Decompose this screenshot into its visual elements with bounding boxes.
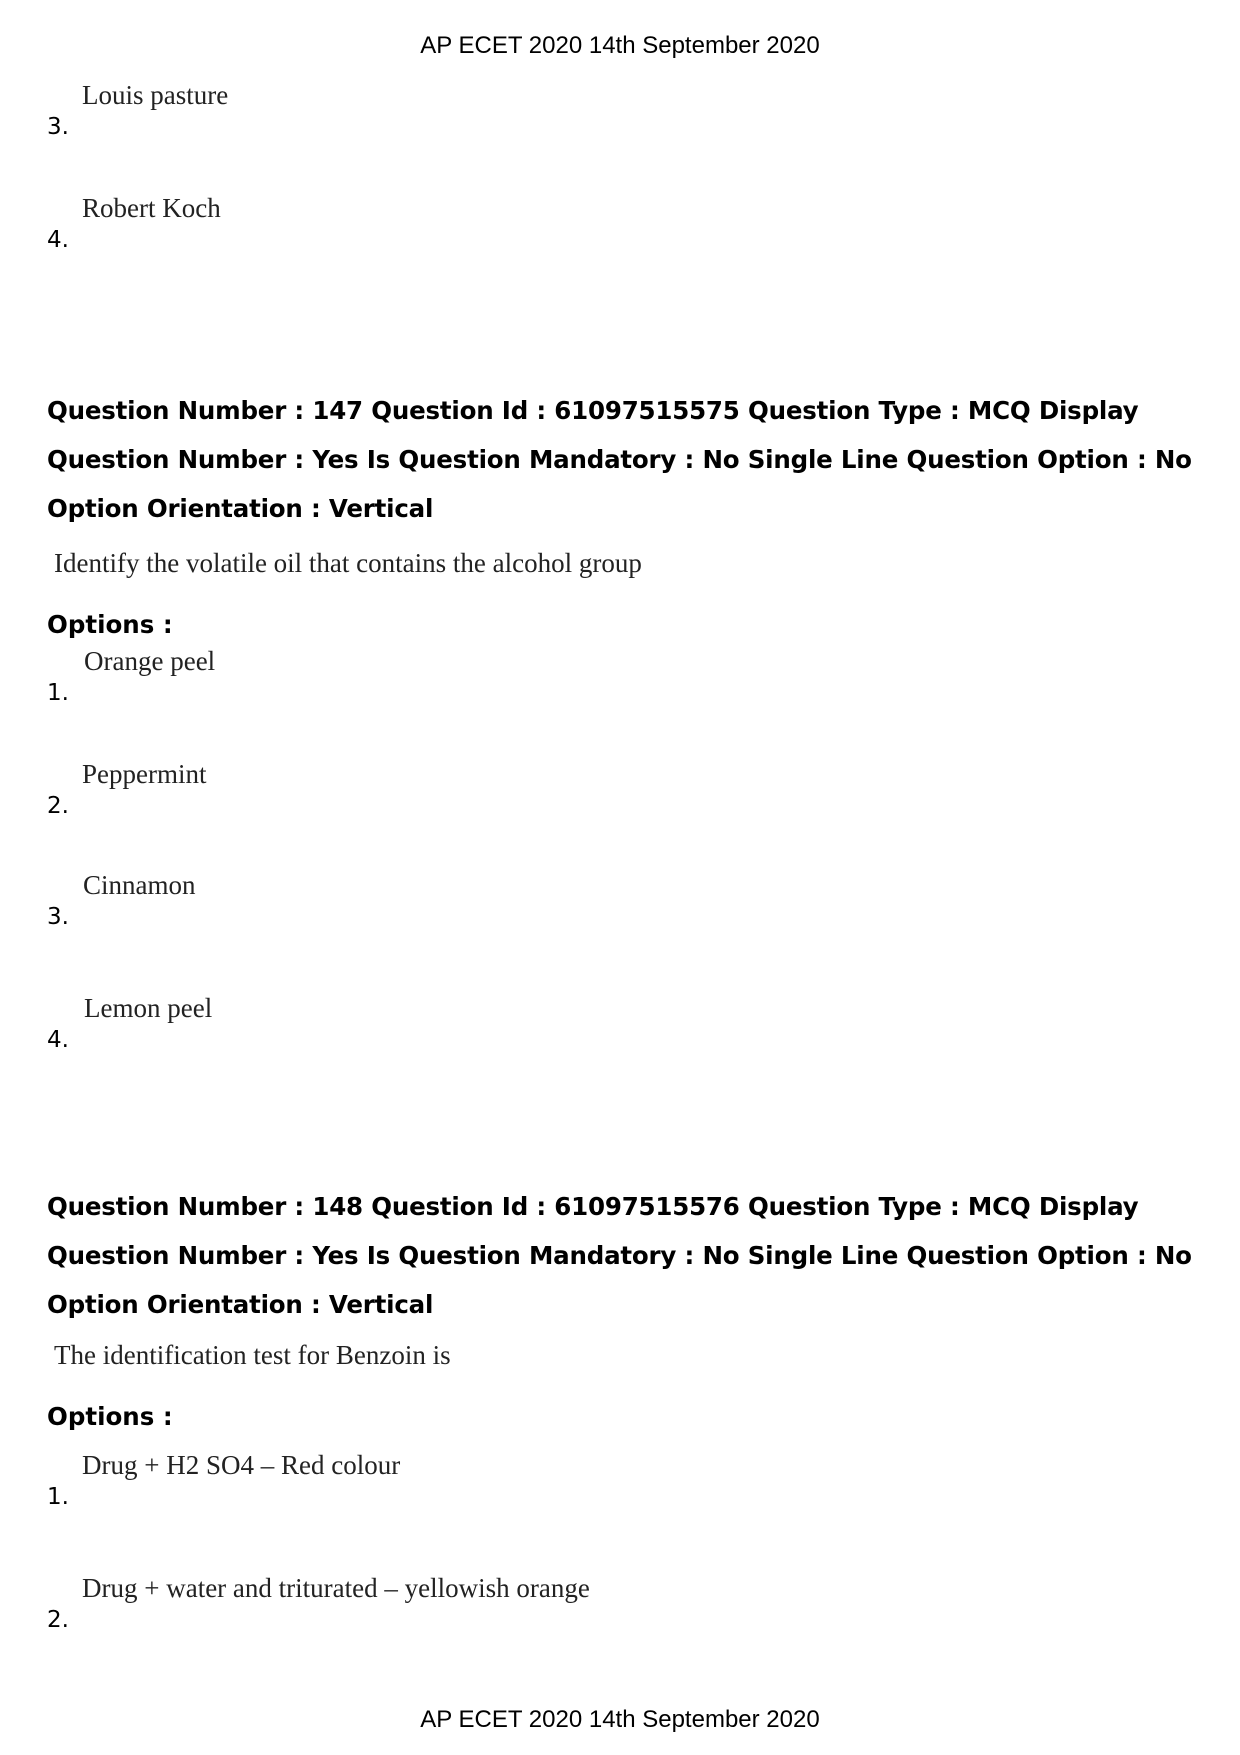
options-label: Options : (47, 1402, 173, 1431)
option-text: Orange peel (84, 646, 216, 676)
question-text: Identify the volatile oil that contains the alcohol group (54, 548, 642, 578)
option-number: 1. (47, 1484, 69, 1510)
option-number: 3. (47, 114, 69, 140)
option-number: 4. (47, 1027, 69, 1053)
option-item (47, 1573, 947, 1633)
option-text: Lemon peel (84, 993, 213, 1023)
option-text: Drug + H2 SO4 – Red colour (82, 1450, 401, 1480)
option-item (47, 870, 947, 930)
option-item (47, 993, 947, 1053)
option-number: 4. (47, 227, 69, 253)
question-meta: Question Number : 147 Question Id : 61097515575 Question Type : MCQ Display Question Number : Yes Is Question Mandatory : No Single Line Question Option : No Option Orientation : Vertical (47, 396, 1192, 523)
option-number: 2. (47, 1607, 69, 1633)
option-item (47, 80, 947, 140)
option-item (47, 193, 947, 253)
option-item (47, 646, 947, 706)
question-text: The identification test for Benzoin is (54, 1340, 451, 1370)
option-text: Louis pasture (82, 80, 229, 110)
option-text: Peppermint (82, 759, 207, 789)
option-text: Robert Koch (82, 193, 221, 223)
option-item (47, 1450, 947, 1510)
options-label: Options : (47, 610, 173, 639)
option-number: 3. (47, 904, 69, 930)
page-header: AP ECET 2020 14th September 2020 (420, 32, 820, 59)
option-text: Cinnamon (83, 870, 196, 900)
option-number: 2. (47, 793, 69, 819)
option-text: Drug + water and triturated – yellowish orange (82, 1573, 590, 1603)
option-item (47, 759, 947, 819)
option-number: 1. (47, 680, 69, 706)
page-footer: AP ECET 2020 14th September 2020 (420, 1706, 820, 1733)
question-meta: Question Number : 148 Question Id : 61097515576 Question Type : MCQ Display Question Number : Yes Is Question Mandatory : No Single Line Question Option : No Option Orientation : Vertical (47, 1192, 1192, 1319)
